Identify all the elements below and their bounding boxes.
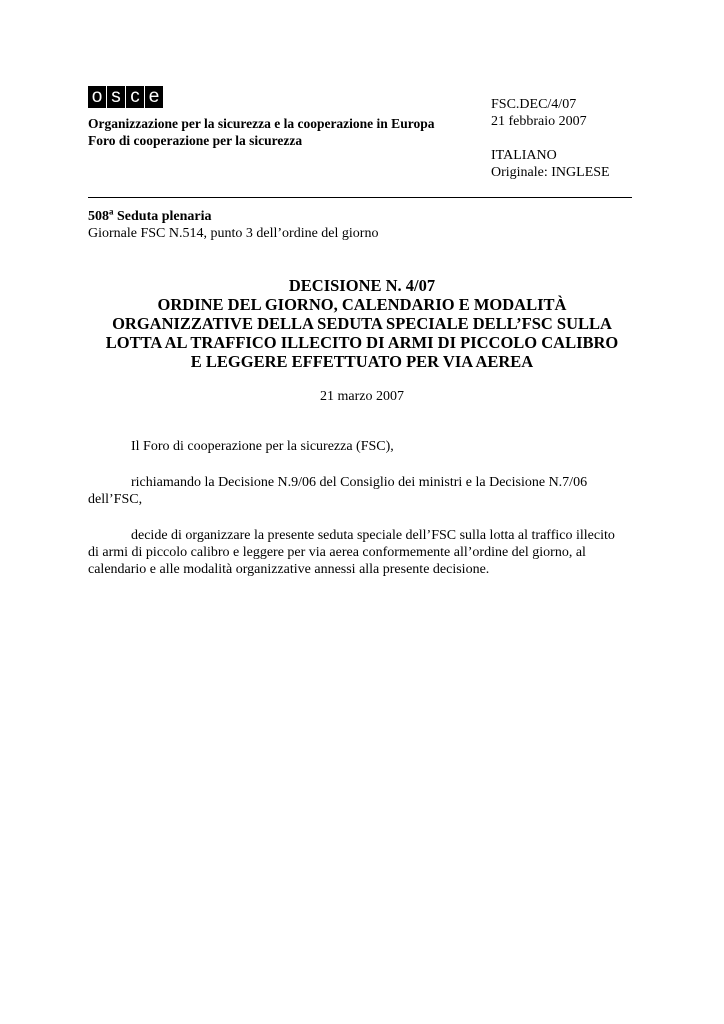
organization-header [88,115,434,149]
title-line: DECISIONE N. 4/07 [288,276,436,295]
paragraph-text: di armi di piccolo calibro e leggere per via aerea conformemente all’ordine del giorno, al [88,545,586,560]
original-language: Originale: INGLESE [491,165,610,180]
meeting-ordinal: a [109,206,114,217]
paragraph-text: decide di organizzare la presente seduta speciale dell’FSC sulla lotta al traffico illecito [131,528,615,543]
meeting-label: Seduta plenaria [113,209,212,224]
paragraph-text: dell’FSC, [88,492,143,507]
decision-title [60,276,664,371]
document-date: 21 febbraio 2007 [491,114,587,129]
organization-name: Organizzazione per la sicurezza e la cooperazione in Europa [88,116,435,131]
plenary-session [88,208,378,225]
logo-letter-o: o [88,86,106,108]
title-line: LOTTA AL TRAFFICO ILLECITO DI ARMI DI PICCOLO CALIBRO [105,333,619,352]
title-line: ORGANIZZATIVE DELLA SEDUTA SPECIALE DELL’FSC SULLA [112,314,612,333]
forum-name: Foro di cooperazione per la sicurezza [88,133,303,148]
logo-letter-c: c [126,86,144,108]
title-line: E LEGGERE EFFETTUATO PER VIA AEREA [190,352,534,371]
decision-date: 21 marzo 2007 [320,389,404,404]
document-number: FSC.DEC/4/07 [491,97,577,112]
paragraph-preamble [88,438,640,455]
document-reference [491,96,610,181]
title-line: ORDINE DEL GIORNO, CALENDARIO E MODALITÀ [157,295,567,314]
osce-logo [88,86,163,108]
paragraph-text: Il Foro di cooperazione per la sicurezza (FSC), [131,439,394,454]
paragraph-recalling [88,474,640,508]
meeting-number: 508 [88,209,109,224]
journal-reference: Giornale FSC N.514, punto 3 dell’ordine del giorno [88,226,379,241]
paragraph-text: richiamando la Decisione N.9/06 del Consiglio dei ministri e la Decisione N.7/06 [131,475,588,490]
paragraph-text: calendario e alle modalità organizzative annessi alla presente decisione. [88,562,490,577]
meeting-info [88,208,378,242]
logo-letter-e: e [145,86,163,108]
paragraph-decides [88,527,640,578]
logo-letter-s: s [107,86,125,108]
document-language: ITALIANO [491,148,557,163]
header-divider [88,197,632,198]
